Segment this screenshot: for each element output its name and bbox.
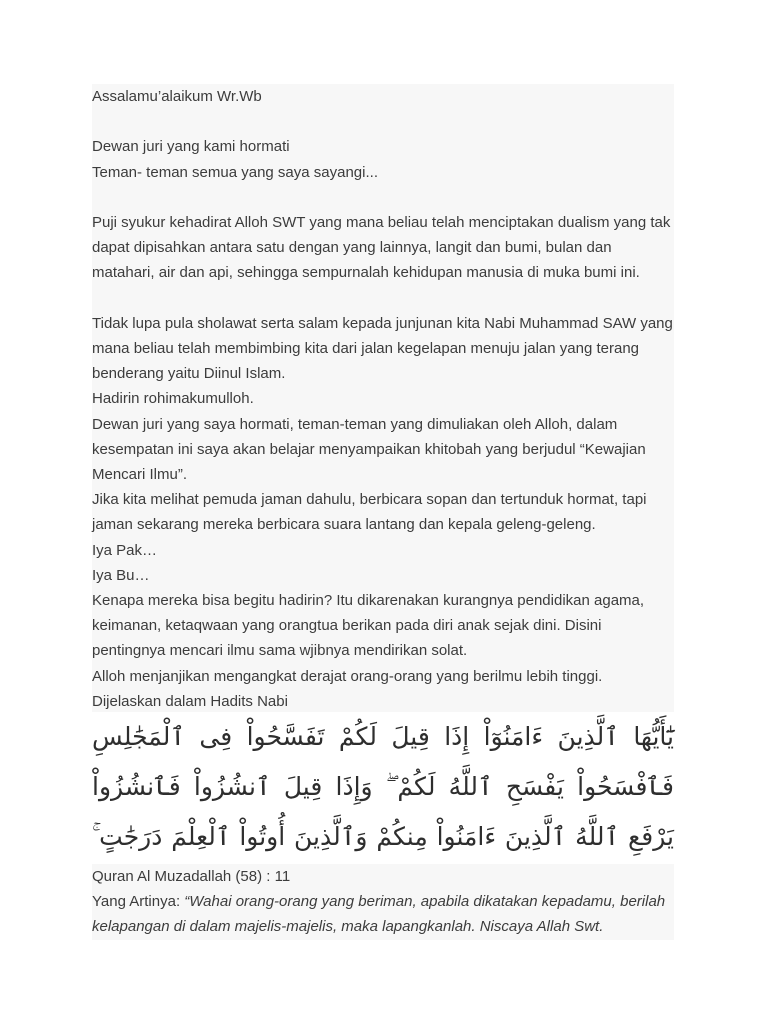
translation-paragraph xyxy=(92,889,674,939)
line-hadith-intro: Dijelaskan dalam Hadits Nabi xyxy=(92,692,288,710)
greeting: Assalamu’alaikum Wr.Wb xyxy=(92,88,262,105)
speech-text-block xyxy=(92,84,674,714)
spacer xyxy=(92,185,674,210)
paragraph-reason: Kenapa mereka bisa begitu hadirin? Itu dikarenakan kurangnya pendidikan agama, keimanan, ketaqwaan yang orangtua berikan pada diri anak sejak dini. Disini pentingnya mencari ilmu sama wjibnya mendirikan solat. xyxy=(92,592,645,660)
line-hadirin: Hadirin rohimakumulloh. xyxy=(92,390,254,408)
translation-label: Yang Artinya: xyxy=(92,893,185,911)
paragraph-topic: Dewan juri yang saya hormati, teman-teman yang dimuliakan oleh Alloh, dalam kesempatan ini saya akan belajar menyampaikan khitobah yang berjudul “Kewajian Mencari Ilmu”. xyxy=(92,415,646,483)
address-line-jury: Dewan juri yang kami hormati xyxy=(92,138,290,156)
address-line-friends: Teman- teman semua yang saya sayangi... xyxy=(92,163,378,181)
paragraph-sholawat: Tidak lupa pula sholawat serta salam kepada junjunan kita Nabi Muhammad SAW yang mana beliau telah membimbing kita dari jalan kegelapan menuju jalan yang terang benderang yaitu Diinul Islam. xyxy=(92,314,673,383)
quran-verse-arabic: يَٰٓأَيُّهَا ٱلَّذِينَ ءَامَنُوٓاْ إِذَا قِيلَ لَكُمْ تَفَسَّحُواْ فِى ٱلْمَجَٰلِسِ فَٱفْسَحُواْ يَفْسَحِ ٱللَّهُ لَكُمْ ۖ وَإِذَا قِيلَ ٱنشُزُواْ فَٱنشُزُواْ يَرْفَعِ ٱللَّهُ ٱلَّذِينَ ءَامَنُواْ مِنكُمْ وَٱلَّذِينَ أُوتُواْ ٱلْعِلْمَ دَرَجَٰتٍ ۚ xyxy=(92,712,674,912)
verse-reference: Quran Al Muzadallah (58) : 11 xyxy=(92,868,291,885)
line-iya-bu: Iya Bu… xyxy=(92,566,150,584)
translation-block xyxy=(92,864,674,940)
paragraph-youth: Jika kita melihat pemuda jaman dahulu, berbicara sopan dan tertunduk hormat, tapi jaman sekarang mereka berbicara suara lantang dan kepala geleng-geleng. xyxy=(92,491,647,534)
spacer xyxy=(92,286,674,311)
paragraph-gratitude: Puji syukur kehadirat Alloh SWT yang mana beliau telah menciptakan dualism yang tak dapat dipisahkan antara satu dengan yang lainnya, langit dan bumi, bulan dan matahari, air dan api, sehingga sempurnalah kehidupan manusia di muka bumi ini. xyxy=(92,213,671,282)
line-iya-pak: Iya Pak… xyxy=(92,541,158,559)
line-promise: Alloh menjanjikan mengangkat derajat orang-orang yang berilmu lebih tinggi. xyxy=(92,667,603,685)
spacer xyxy=(92,109,674,134)
translation-text: “Wahai orang-orang yang beriman, apabila dikatakan kepadamu, berilah kelapangan di dalam majelis-majelis, maka lapangkanlah. Niscaya Allah Swt. xyxy=(92,893,666,936)
